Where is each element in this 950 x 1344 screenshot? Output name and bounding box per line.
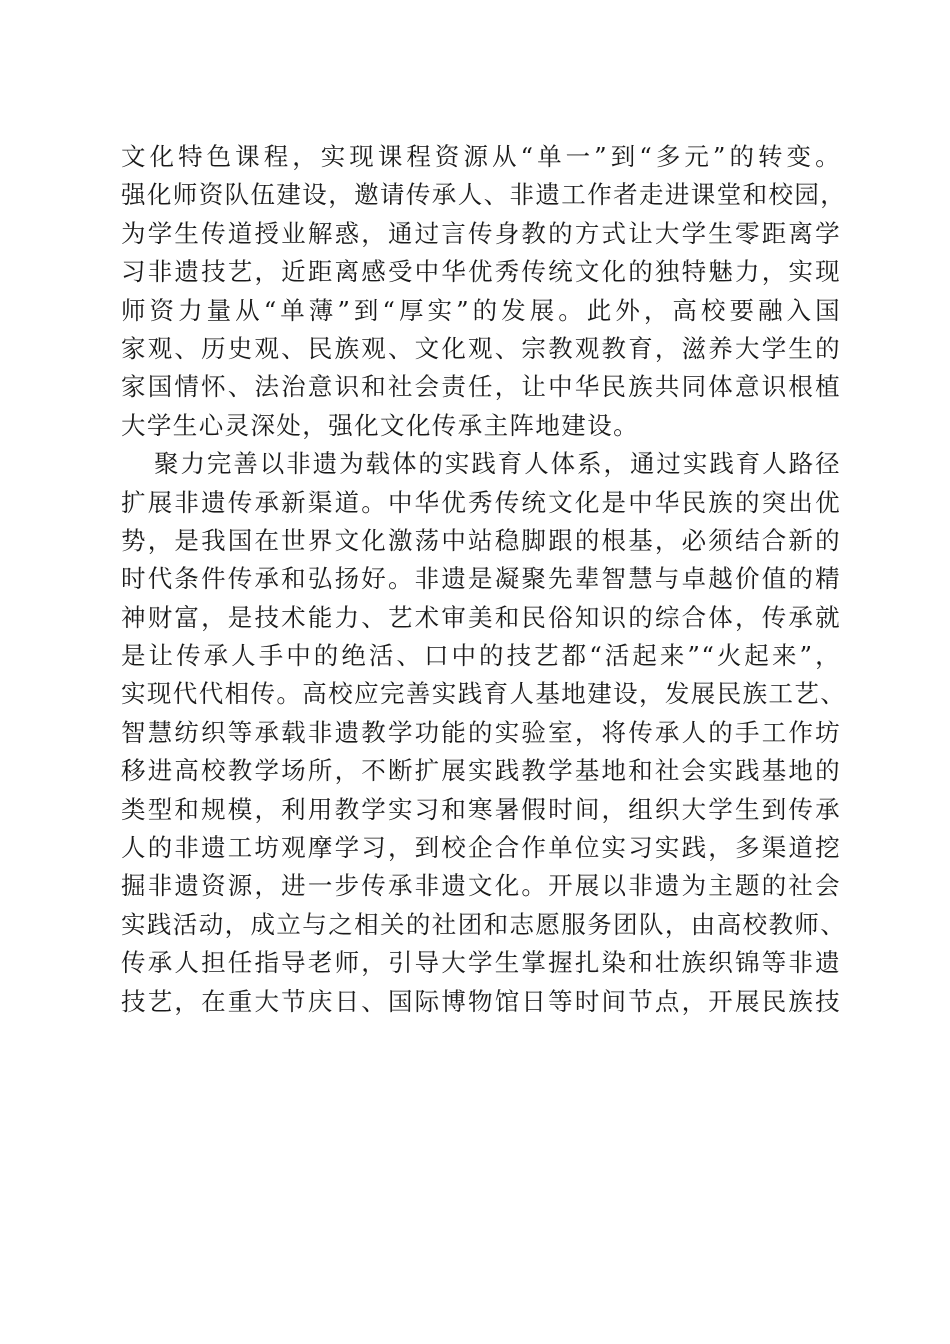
text-line: 实现代代相传。高校应完善实践育人基地建设，发展民族工艺、 — [121, 679, 847, 709]
text-line: 移进高校教学场所，不断扩展实践教学基地和社会实践基地的 — [121, 756, 841, 786]
text-line: 聚力完善以非遗为载体的实践育人体系，通过实践育人路径 — [154, 449, 841, 479]
text-line: 实践活动，成立与之相关的社团和志愿服务团队，由高校教师、 — [121, 909, 847, 939]
text-line: 为学生传道授业解惑，通过言传身教的方式让大学生零距离学 — [121, 218, 841, 248]
text-line: 技艺，在重大节庆日、国际博物馆日等时间节点，开展民族技 — [121, 986, 841, 1016]
text-line: 掘非遗资源，进一步传承非遗文化。开展以非遗为主题的社会 — [121, 871, 841, 901]
text-line: 智慧纺织等承载非遗教学功能的实验室，将传承人的手工作坊 — [121, 717, 841, 747]
text-line: 习非遗技艺，近距离感受中华优秀传统文化的独特魅力，实现 — [121, 257, 841, 287]
body-text — [121, 138, 847, 1021]
text-line: 文化特色课程，实现课程资源从“单一”到“多元”的转变。 — [121, 142, 841, 171]
text-line: 强化师资队伍建设，邀请传承人、非遗工作者走进课堂和校园， — [121, 180, 847, 210]
text-line: 扩展非遗传承新渠道。中华优秀传统文化是中华民族的突出优 — [121, 487, 841, 517]
text-line: 传承人担任指导老师，引导大学生掌握扎染和壮族织锦等非遗 — [121, 948, 841, 978]
text-line: 势，是我国在世界文化激荡中站稳脚跟的根基，必须结合新的 — [121, 525, 841, 555]
text-line: 神财富，是技术能力、艺术审美和民俗知识的综合体，传承就 — [121, 602, 841, 632]
text-line: 时代条件传承和弘扬好。非遗是凝聚先辈智慧与卓越价值的精 — [121, 564, 841, 594]
text-line: 师资力量从“单薄”到“厚实”的发展。此外，高校要融入国 — [121, 295, 841, 325]
text-line: 人的非遗工坊观摩学习，到校企合作单位实习实践，多渠道挖 — [121, 833, 841, 863]
text-line: 家观、历史观、民族观、文化观、宗教观教育，滋养大学生的 — [121, 333, 841, 363]
text-line: 是让传承人手中的绝活、口中的技艺都“活起来”“火起来”， — [121, 641, 841, 671]
text-line: 大学生心灵深处，强化文化传承主阵地建设。 — [121, 410, 639, 440]
text-line: 类型和规模，利用教学实习和寒暑假时间，组织大学生到传承 — [121, 794, 841, 824]
text-line: 家国情怀、法治意识和社会责任，让中华民族共同体意识根植 — [121, 372, 841, 402]
